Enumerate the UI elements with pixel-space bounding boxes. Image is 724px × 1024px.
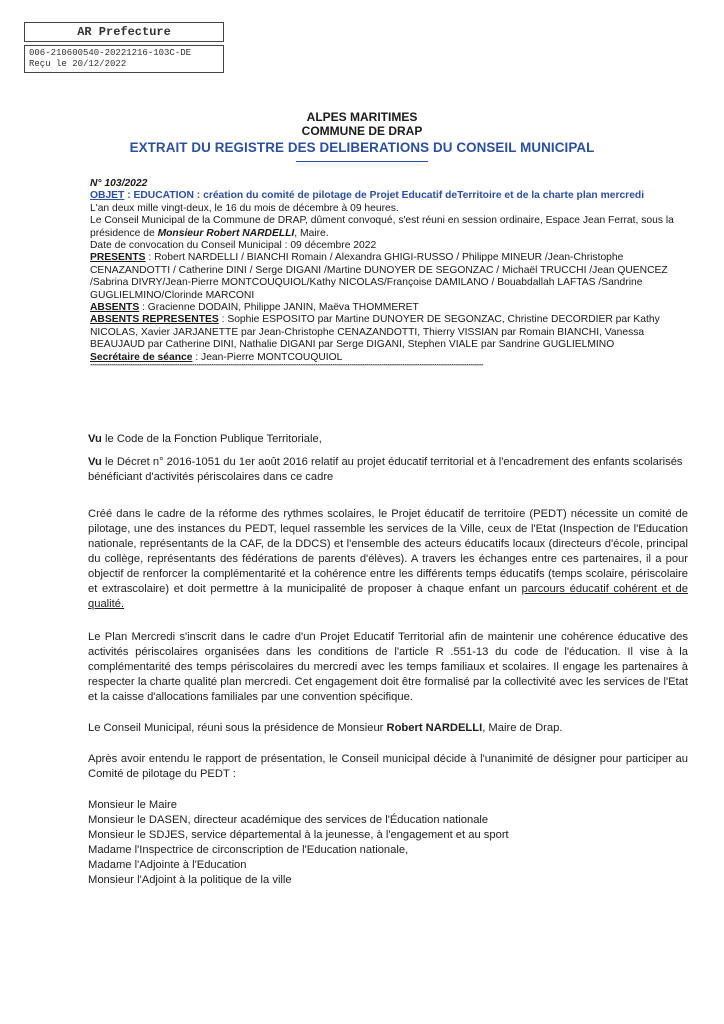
vu-decree-text: le Décret n° 2016-1051 du 1er août 2016 relatif au projet éducatif territorial et à l'encadrement des enfants scolarisés bénéficiant d'activités périscolaires dans ce cadre bbox=[88, 456, 683, 483]
list-item: Monsieur le Maire bbox=[88, 799, 177, 811]
stamp-received-date: Reçu le 20/12/2022 bbox=[29, 59, 127, 69]
plan-mercredi-paragraph: Le Plan Mercredi s'inscrit dans le cadre d'un Projet Educatif Territorial afin de maintenir une cohérence éducative des activités périscolaires organisées dans les conditions de l'article R .551-13 du code de l'éducation. Il vise à la complémentarité des temps périscolaires du mercredi avec les temps familiaux et scolaires. Il engage les partenaires à respecter la charte qualité plan mercredi. Cet engagement doit être formalisé par la collectivité avec les services de l'Etat et la caisse d'allocations familiales par une convention spécifique. bbox=[88, 631, 688, 703]
list-item: Monsieur le DASEN, directeur académique des services de l'Éducation nationale bbox=[88, 814, 489, 826]
deliberation-meta bbox=[90, 178, 680, 370]
session-convened bbox=[90, 215, 680, 240]
pedt-text: Créé dans le cadre de la réforme des rythmes scolaires, le Projet éducatif de territoire (PEDT) nécessite un comité de pilotage, une des instances du PEDT, lequel rassemble les services de la Ville, ceux de l'Etat (Inspection de l'Education nationale, représentants de la CAF, de la DDCS) et l'ensemble des acteurs éducatifs locaux (directeurs d'école, principal du collège, représentants des fédérations de parents d'élèves). A travers les échanges entre ces partenaires, il a pour objectif de renforcer la complémentarité et la cohérence entre les différents temps éducatifs (temps scolaire, périscolaire et extrascolaire) et doit permettre à la municipalité de proposer à chaque enfant un bbox=[88, 508, 688, 595]
committee-members-list bbox=[88, 798, 688, 888]
objet-separator: : bbox=[124, 190, 134, 202]
pedt-paragraph bbox=[88, 507, 688, 612]
council-text-end: , Maire de Drap. bbox=[482, 722, 563, 734]
pedt-underlined-text: parcours éducatif cohérent et de qualité. bbox=[88, 583, 688, 610]
list-item: Madame l'Inspectrice de circonscription de l'Education nationale, bbox=[88, 844, 409, 856]
document-title: EXTRAIT DU REGISTRE DES DELIBERATIONS DU CONSEIL MUNICIPAL bbox=[129, 140, 595, 155]
vu-label: Vu bbox=[88, 433, 102, 445]
convened-text: Le Conseil Municipal de la Commune de DRAP, dûment convoqué, s'est réuni en session ordinaire, Espace Jean Ferrat, sous la présidence de bbox=[90, 215, 674, 239]
vu-code bbox=[88, 432, 688, 447]
list-item: Monsieur le SDJES, service départemental à la jeunesse, à l'engagement et au sport bbox=[88, 829, 509, 841]
vu-decree bbox=[88, 455, 688, 485]
vu-code-text: le Code de la Fonction Publique Territoriale, bbox=[101, 433, 322, 445]
list-item: Madame l'Adjointe à l'Education bbox=[88, 859, 247, 871]
session-opening: L'an deux mille vingt-deux, le 16 du mois de décembre à 09 heures. bbox=[90, 202, 399, 214]
stamp-body bbox=[24, 45, 224, 73]
objet-text: EDUCATION : création du comité de pilotage de Projet Educatif deTerritoire et de la charte plan mercredi bbox=[133, 190, 645, 202]
department-name: ALPES MARITIMES bbox=[306, 110, 418, 124]
council-paragraph bbox=[88, 721, 688, 736]
deliberation-body bbox=[88, 432, 688, 888]
objet-line bbox=[90, 190, 680, 202]
title-rule bbox=[296, 161, 428, 162]
deliberation-number: N° 103/2022 bbox=[90, 178, 148, 189]
commune-name: COMMUNE DE DRAP bbox=[301, 124, 423, 138]
secretary-line bbox=[90, 352, 680, 364]
convocation-date: Date de convocation du Conseil Municipal : 09 décembre 2022 bbox=[90, 240, 377, 252]
vu-label: Vu bbox=[88, 456, 102, 468]
presents-line bbox=[90, 252, 680, 302]
list-item: Monsieur l'Adjoint à la politique de la ville bbox=[88, 874, 292, 886]
represented-label: ABSENTS REPRESENTES bbox=[90, 314, 219, 326]
stamp-reference: 006-210600540-20221216-103C-DE bbox=[29, 48, 192, 58]
secretary-label: Secrétaire de séance bbox=[90, 351, 193, 363]
represented-line bbox=[90, 314, 680, 351]
president-name: Monsieur Robert NARDELLI bbox=[157, 227, 295, 239]
objet-label: OBJET bbox=[90, 190, 125, 202]
convened-end: , Maire. bbox=[294, 227, 329, 239]
represented-list: : Sophie ESPOSITO par Martine DUNOYER DE SEGONZAC, Christine DECORDIER par Kathy NICOLAS, Xavier JARJANETTE par Jean-Christophe CENAZANDOTTI, Thierry VISSIAN par Romain BIANCHI, Vanessa BEAUJAUD par Catherine DINI, Nathalie DIGANI par Serge DIGANI, Stephen VIALE par Sandrine GUGLIELMINO bbox=[90, 314, 660, 351]
absents-list: : Gracienne DODAIN, Philippe JANIN, Maëva THOMMERET bbox=[139, 302, 419, 314]
absents-line bbox=[90, 302, 680, 314]
absents-label: ABSENTS bbox=[90, 302, 140, 314]
stamp-title: AR Prefecture bbox=[24, 22, 224, 42]
presents-label: PRESENTS bbox=[90, 252, 146, 264]
decision-paragraph: Après avoir entendu le rapport de présentation, le Conseil municipal décide à l'unanimité de désigner pour participer au Comité de pilotage du PEDT : bbox=[88, 753, 688, 780]
asterisk-separator: ***************************************************************************************************************************************************************************************** bbox=[90, 364, 483, 371]
mayor-name: Robert NARDELLI bbox=[386, 722, 483, 734]
council-text: Le Conseil Municipal, réuni sous la présidence de Monsieur bbox=[88, 722, 387, 734]
ar-prefecture-stamp bbox=[24, 22, 224, 73]
document-header bbox=[0, 110, 724, 162]
presents-list: : Robert NARDELLI / BIANCHI Romain / Alexandra GHIGI-RUSSO / Philippe MINEUR /Jean-Christophe CENAZANDOTTI / Catherine DINI / Serge DIGANI /Martine DUNOYER DE SEGONZAC / Michaël TRUCCHI /Jean QUENCEZ /Sabrina DIVRY/Jean-Pierre MONTCOUQUIOL/Kathy NICOLAS/Françoise DAMILANO / Bouabdallah LAFTAS /Sandrine GUGLIELMINO/Clorinde MARCONI bbox=[90, 252, 668, 301]
secretary-name: : Jean-Pierre MONTCOUQUIOL bbox=[192, 351, 343, 363]
